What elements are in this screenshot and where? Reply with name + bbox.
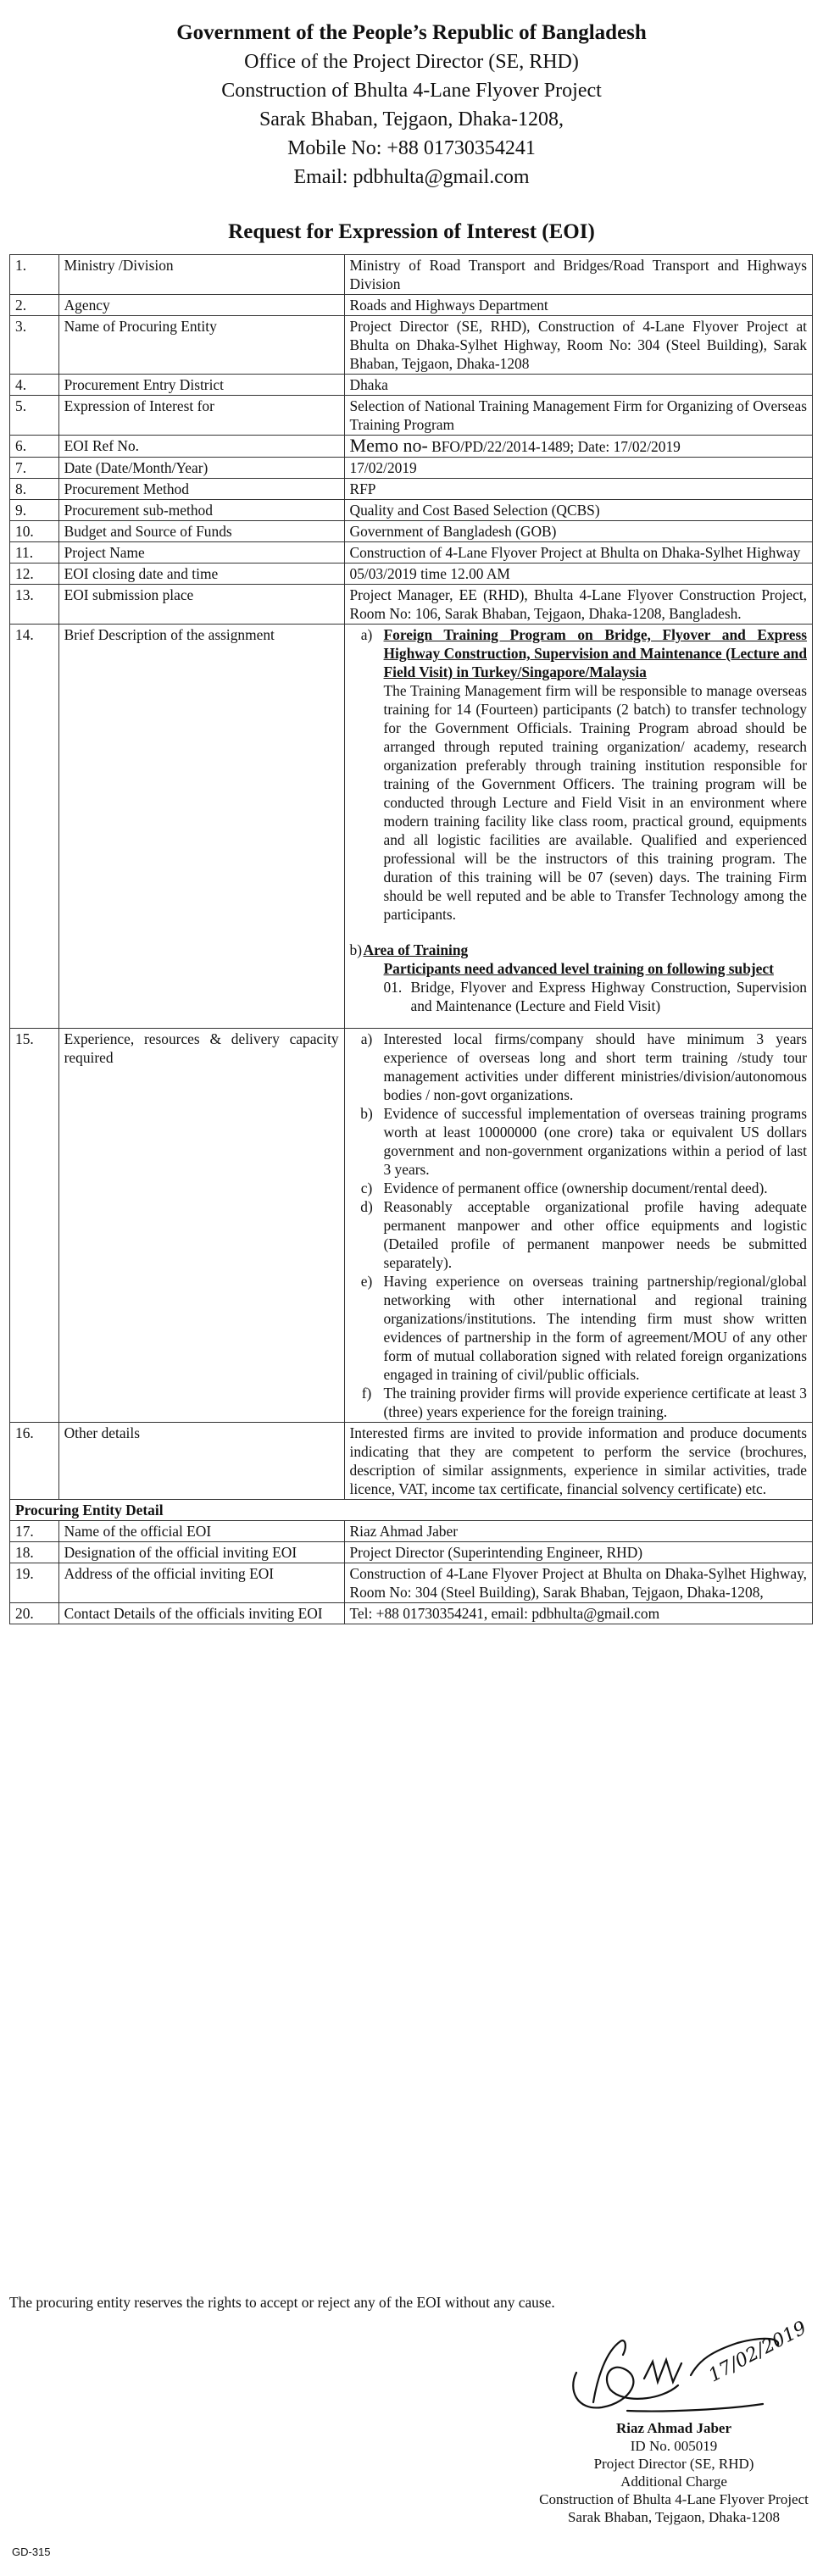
- table-row: [10, 564, 813, 585]
- table-row: [10, 585, 813, 625]
- table-row: [10, 1423, 813, 1500]
- table-row: [10, 316, 813, 375]
- row-number: 13.: [10, 585, 59, 625]
- row-label: Procurement Entry District: [58, 375, 344, 396]
- row-label: Procurement sub-method: [58, 500, 344, 521]
- list-item: [350, 1030, 807, 1104]
- row-label: Address of the official inviting EOI: [58, 1563, 344, 1603]
- list-item: [350, 1272, 807, 1384]
- table-row: [10, 521, 813, 542]
- header-office: Office of the Project Director (SE, RHD): [244, 51, 579, 73]
- signatory-designation: Project Director (SE, RHD): [593, 2456, 754, 2472]
- row-label: EOI Ref No.: [58, 436, 344, 458]
- signatory-address: Sarak Bhaban, Tejgaon, Dhaka-1208: [567, 2509, 781, 2525]
- list-item: [350, 1384, 807, 1421]
- table-row: [10, 1603, 813, 1624]
- header-mobile: Mobile No: +88 01730354241: [287, 137, 536, 159]
- row-label: EOI closing date and time: [58, 564, 344, 585]
- row-value: [344, 1029, 812, 1423]
- row-value: Construction of 4-Lane Flyover Project at Bhulta on Dhaka-Sylhet Highway: [344, 542, 812, 564]
- reservation-note: The procuring entity reserves the rights to accept or reject any of the EOI without any cause.: [9, 2294, 555, 2311]
- row-label: Expression of Interest for: [58, 396, 344, 436]
- requirement-text: Reasonably acceptable organizational profile having adequate permanent manpower and other office equipments and logistic (Detailed profile of permanent manpower needs be submitted separately).: [383, 1198, 807, 1271]
- row-value: [344, 436, 812, 458]
- row-label: Designation of the official inviting EOI: [58, 1542, 344, 1563]
- assignment-part-a: [350, 625, 807, 681]
- row-value: Interested firms are invited to provide information and produce documents indicating that they are competent to perform the service (brochures, description of similar assignments, experience in similar activities, trade licence, VAT, income tax certificate, financial solvency certificate) etc.: [344, 1423, 812, 1500]
- table-row: [10, 255, 813, 295]
- row-number: 8.: [10, 479, 59, 500]
- header-email: Email: pdbhulta@gmail.com: [293, 166, 530, 188]
- signatory-name: Riaz Ahmad Jaber: [616, 2420, 731, 2436]
- row-label: EOI submission place: [58, 585, 344, 625]
- row-label: Other details: [58, 1423, 344, 1500]
- signatory-id: ID No. 005019: [630, 2438, 718, 2454]
- header-government: Government of the People’s Republic of Bangladesh: [176, 21, 647, 44]
- document-code: GD-315: [12, 2545, 51, 2558]
- memo-reference: BFO/PD/22/2014-1489; Date: 17/02/2019: [427, 438, 681, 455]
- row-number: 12.: [10, 564, 59, 585]
- row-number: 20.: [10, 1603, 59, 1624]
- row-label: Procurement Method: [58, 479, 344, 500]
- table-row: [10, 542, 813, 564]
- list-item: [350, 1179, 807, 1197]
- eoi-table: [9, 254, 813, 1624]
- requirement-text: Evidence of successful implementation of overseas training programs worth at least 10000000 (one crore) taka or equivalent US dollars government and non-government organizations within a period of last 3 years.: [383, 1105, 807, 1178]
- list-marker: b): [349, 941, 363, 958]
- row-label: Budget and Source of Funds: [58, 521, 344, 542]
- assignment-part-b: [350, 941, 807, 959]
- list-marker: d): [360, 1198, 373, 1215]
- table-row: [10, 1029, 813, 1423]
- row-number: 17.: [10, 1521, 59, 1542]
- table-row: [10, 479, 813, 500]
- handwritten-date: 17/02/2019: [705, 2317, 810, 2387]
- area-of-training-subtitle: Participants need advanced level training on following subject: [383, 960, 774, 977]
- row-value: Dhaka: [344, 375, 812, 396]
- signatory-block: [534, 2419, 814, 2526]
- document-title: Request for Expression of Interest (EOI): [228, 220, 595, 243]
- table-row: [10, 1563, 813, 1603]
- row-label: Ministry /Division: [58, 255, 344, 295]
- signatory-charge: Additional Charge: [620, 2473, 727, 2490]
- list-item: [350, 978, 807, 1015]
- assignment-title: Foreign Training Program on Bridge, Flyover and Express Highway Construction, Supervision and Maintenance (Lecture and Field Visit) in Turkey/Singapore/Malaysia: [383, 626, 807, 680]
- list-marker: e): [360, 1273, 373, 1290]
- table-row: [10, 500, 813, 521]
- letterhead: [0, 0, 823, 192]
- row-value: [344, 625, 812, 1029]
- row-number: 10.: [10, 521, 59, 542]
- section-header: Procuring Entity Detail: [10, 1500, 813, 1521]
- requirement-text: Evidence of permanent office (ownership document/rental deed).: [383, 1180, 768, 1196]
- training-subject: Bridge, Flyover and Express Highway Construction, Supervision and Maintenance (Lecture and Field Visit): [410, 979, 807, 1014]
- row-label: Agency: [58, 295, 344, 316]
- row-number: 1.: [10, 255, 59, 295]
- row-label: Brief Description of the assignment: [58, 625, 344, 1029]
- row-number: 9.: [10, 500, 59, 521]
- signatory-project: Construction of Bhulta 4-Lane Flyover Project: [539, 2491, 809, 2507]
- row-number: 3.: [10, 316, 59, 375]
- row-value: Ministry of Road Transport and Bridges/Road Transport and Highways Division: [344, 255, 812, 295]
- row-number: 19.: [10, 1563, 59, 1603]
- row-number: 18.: [10, 1542, 59, 1563]
- row-value: 05/03/2019 time 12.00 AM: [344, 564, 812, 585]
- row-number: 7.: [10, 458, 59, 479]
- list-item: [350, 1104, 807, 1179]
- table-row: [10, 625, 813, 1029]
- row-label: Date (Date/Month/Year): [58, 458, 344, 479]
- row-value: Roads and Highways Department: [344, 295, 812, 316]
- list-marker: 01.: [383, 979, 403, 996]
- row-value: Tel: +88 01730354241, email: pdbhulta@gmail.com: [344, 1603, 812, 1624]
- row-label: Name of Procuring Entity: [58, 316, 344, 375]
- row-number: 15.: [10, 1029, 59, 1423]
- table-row: [10, 458, 813, 479]
- row-value: Project Manager, EE (RHD), Bhulta 4-Lane Flyover Construction Project, Room No: 106, Sarak Bhaban, Tejgaon, Dhaka-1208, Bangladesh.: [344, 585, 812, 625]
- requirement-text: The training provider firms will provide experience certificate at least 3 (three) years experience for the foreign training.: [383, 1385, 807, 1420]
- header-project: Construction of Bhulta 4-Lane Flyover Project: [221, 80, 602, 102]
- list-marker: a): [360, 626, 373, 643]
- row-number: 14.: [10, 625, 59, 1029]
- row-value: RFP: [344, 479, 812, 500]
- list-item: [350, 1197, 807, 1272]
- list-marker: c): [360, 1180, 373, 1196]
- row-number: 11.: [10, 542, 59, 564]
- table-row: [10, 1542, 813, 1563]
- row-value: Project Director (Superintending Engineer, RHD): [344, 1542, 812, 1563]
- row-label: Project Name: [58, 542, 344, 564]
- list-marker: b): [360, 1105, 373, 1122]
- table-row: [10, 295, 813, 316]
- row-value: Riaz Ahmad Jaber: [344, 1521, 812, 1542]
- row-label: Experience, resources & delivery capacity required: [58, 1029, 344, 1423]
- assignment-description: The Training Management firm will be responsible to manage overseas training for 14 (Fourteen) participants (2 batch) to transfer technology for the Government Officials. Training Program abroad should be arranged through reputed training organization/ academy, research organization preferably through training institution responsible for training of the Government Officers. The training program will be conducted through Lecture and Field Visit in an environment where modern training facility like class room, practical ground, equipments and all logistic facilities are available. Qualified and experienced professional will be the instructors of this training program. The duration of this training will be 07 (seven) days. The training Firm should be well reputed and be able to Transfer Technology among the participants.: [383, 682, 807, 923]
- signature-image: [542, 2317, 810, 2419]
- section-header-row: [10, 1500, 813, 1521]
- requirement-text: Interested local firms/company should have minimum 3 years experience of overseas long and short term training /study tour management activities under different ministries/division/autonomous bodies / non-govt organizations.: [383, 1030, 807, 1103]
- list-marker: f): [361, 1385, 372, 1402]
- row-number: 5.: [10, 396, 59, 436]
- row-label: Name of the official EOI: [58, 1521, 344, 1542]
- row-number: 6.: [10, 436, 59, 458]
- row-label: Contact Details of the officials inviting EOI: [58, 1603, 344, 1624]
- area-of-training-title: Area of Training: [363, 941, 469, 958]
- table-row: [10, 396, 813, 436]
- row-number: 16.: [10, 1423, 59, 1500]
- table-row: [10, 1521, 813, 1542]
- table-row: [10, 436, 813, 458]
- table-row: [10, 375, 813, 396]
- requirement-text: Having experience on overseas training partnership/regional/global networking with other international and regional training organizations/institutions. The intending firm must show written evidences of partnership in the form of agreement/MOU of any other form of mutual collaboration signed with related foreign organizations engaged in training of civil/public officials.: [383, 1273, 807, 1383]
- row-value: 17/02/2019: [344, 458, 812, 479]
- row-value: Construction of 4-Lane Flyover Project at Bhulta on Dhaka-Sylhet Highway, Room No: 304 (Steel Building), Sarak Bhaban, Tejgaon, Dhaka-1208,: [344, 1563, 812, 1603]
- row-value: Quality and Cost Based Selection (QCBS): [344, 500, 812, 521]
- row-value: Project Director (SE, RHD), Construction of 4-Lane Flyover Project at Bhulta on Dhaka-Sylhet Highway, Room No: 304 (Steel Building), Sarak Bhaban, Tejgaon, Dhaka-1208: [344, 316, 812, 375]
- header-address: Sarak Bhaban, Tejgaon, Dhaka-1208,: [259, 108, 564, 130]
- list-marker: a): [360, 1030, 373, 1047]
- row-number: 2.: [10, 295, 59, 316]
- row-value: Government of Bangladesh (GOB): [344, 521, 812, 542]
- row-number: 4.: [10, 375, 59, 396]
- memo-prefix: Memo no-: [349, 435, 428, 456]
- row-value: Selection of National Training Management Firm for Organizing of Overseas Training Program: [344, 396, 812, 436]
